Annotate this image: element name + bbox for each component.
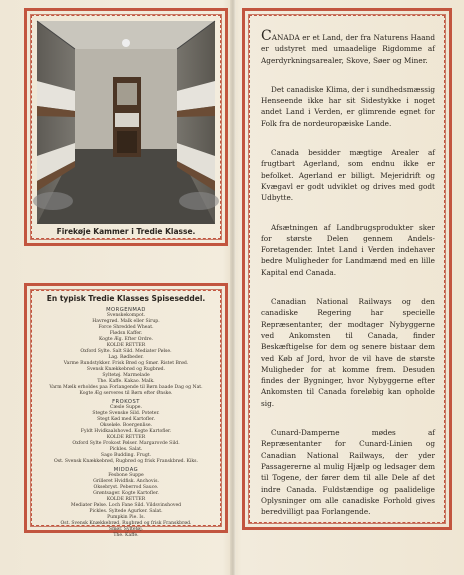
- menu-section-heading: FROKOST: [112, 399, 140, 405]
- page-fold: [230, 0, 236, 575]
- paragraph-text: Afsætningen af Landbrugsprodukter sker for største Delen gennem Andels-Foretagender. Intet Land i Verden indehaver bedre Muligheder for Landmænd med en lille Kapital end Canada.: [261, 222, 435, 277]
- menu-line: Syltetøj. Marmelade: [102, 373, 150, 378]
- menu-section-heading: MORGENMAD: [106, 307, 146, 313]
- menu-section-heading: MIDDAG: [113, 467, 139, 473]
- menu-line: Grøntsager. Kogte Kartofler.: [93, 491, 159, 496]
- article-text: [261, 28, 435, 517]
- menu-line: Ost. Svensk Knækkebrød, Rugbrød og frisk Franskbrød. Kiks.: [54, 459, 198, 464]
- menu-line: The. Kaffe.: [113, 533, 139, 538]
- menu-line: Stegt Kød med Kartofler.: [97, 417, 155, 422]
- text-panel: [242, 8, 452, 530]
- cabin-illustration: [37, 21, 215, 224]
- menu-line: Ost. Svensk Knækkebrød, Rugbrød og frisk Franskbrød.: [60, 521, 192, 526]
- menu-line: Smør. Syltetøj.: [108, 527, 144, 532]
- menu-line: Kogte Æg. Efter Ordre.: [98, 337, 154, 342]
- menu-line: Oxford Sylte Frokost Pølser. Margarovde Sild.: [72, 441, 180, 446]
- menu-line: Okseløle. Boergenlise.: [99, 423, 153, 428]
- menu-line: Pumpkin Pie. Is.: [107, 515, 145, 520]
- menu-line: Mediater Pølse. Loch Fane Sild. Vildsvinshoved: [70, 503, 182, 508]
- menu-line: KOLDE RETTER: [106, 497, 146, 502]
- menu-line: Oksebryst. Peberrod Sauce.: [93, 485, 159, 490]
- menu-line: Fyldt Hvidkaalshoved. Kogte Kartofler.: [80, 429, 172, 434]
- paragraph: [261, 222, 435, 278]
- menu-panel: [24, 283, 228, 538]
- photo-caption: Firekøje Kammer i Tredie Klasse.: [56, 227, 196, 236]
- menu-line: Grilleret Hvidfisk. Anchovis.: [93, 479, 159, 484]
- menu-line: Flødsn Kaffer.: [109, 331, 143, 336]
- menu-line: Varme Rundstykker. Frisk Brød og Smør. Ristet Brød.: [63, 361, 189, 366]
- paragraph: [261, 28, 435, 66]
- menu-line: Pickles. Salat.: [109, 447, 143, 452]
- menu-line: Force Shredded Wheat.: [98, 325, 154, 330]
- drop-cap: C: [261, 28, 272, 44]
- paragraph-text: Canada besidder mægtige Arealer af frugtbart Agerland, som endnu ikke er befolket. Agerland er billigt. Mejeridrift og Kvægavl er godt udviklet og drives med godt Udbytte.: [261, 148, 435, 203]
- paragraph: [261, 296, 435, 409]
- menu-line: Kogte Æg serveres til Børn efter Ønske.: [79, 391, 173, 396]
- menu-line: Pickles. Syltede Agurker. Salat.: [89, 509, 163, 514]
- menu-title: En typisk Tredie Klasses Spiseseddel.: [46, 294, 206, 303]
- photo-panel: [24, 8, 228, 246]
- menu-line: Svenskekompot.: [106, 313, 146, 318]
- menu-line: Cæsle Suppe.: [109, 405, 142, 410]
- menu-line: Lag. Rødbeder.: [108, 355, 144, 360]
- menu-line: Fesbone Suppe: [108, 473, 144, 478]
- paragraph-text: Cunard-Damperne mødes af Repræsentanter for Cunard-Linien og Canadian National Railways, der yder Passagererne al mulig Hjælp og ledsager dem til Togene, der fører dem til alle Dele af det indre Canada. Fuldstændige og paalidelige Oplysninger om alle canadiske Forhold gives beredvilligt paa Forlangende.: [261, 428, 435, 517]
- menu-content: [37, 294, 215, 538]
- paragraph-text: Canadian National Railways og den canadiske Regering har specielle Repræsentanter, der modtager Nybyggerne ved Ankomsten til Canada, finder Beskæftigelse for dem og senere bistaar dem ved Køb af Jord, hvor de vil have de største Muligheder for at komme frem. Desuden findes der Bygninger, hvor Nybyggerne efter Ankomsten til Canada foreløbig kan opholde sig.: [261, 297, 435, 408]
- menu-line: KOLDE RETTER: [106, 435, 146, 440]
- paragraph: [261, 84, 435, 129]
- cabin-photo: [37, 21, 215, 224]
- menu-line: The. Kaffe. Kakao. Malk.: [97, 379, 155, 384]
- paragraph: [261, 147, 435, 203]
- paragraph: [261, 427, 435, 517]
- paragraph-text: Det canadiske Klima, der i sundhedsmæssig Henseende ikke har sit Sidestykke i noget andet Land i Verden, er glimrende egnet for Folk fra de nordeuropæiske Lande.: [261, 84, 435, 128]
- menu-line: Svensk Knækkebrød og Rugbrød.: [86, 367, 166, 372]
- menu-line: Varm Mælk erholdes paa Forlangende til Børn baade Dag og Nat.: [49, 385, 203, 390]
- menu-line: Stegte Svenske Sild. Poteter.: [92, 411, 160, 416]
- paragraph-text: ANADA er et Land, der fra Naturens Haand er udstyret med umaadelige Rigdomme af Agerdyrkningsarealer, Skove, Søer og Miner.: [261, 33, 435, 65]
- menu-line: KOLDE RETTER: [106, 343, 146, 348]
- menu-line: Havregrød. Malk eller Sirup.: [92, 319, 160, 324]
- menu-line: Oxford Sylte. Salt Sild. Mediater Pølse.: [80, 349, 172, 354]
- menu-line: Sago Budding. Frugt.: [100, 453, 152, 458]
